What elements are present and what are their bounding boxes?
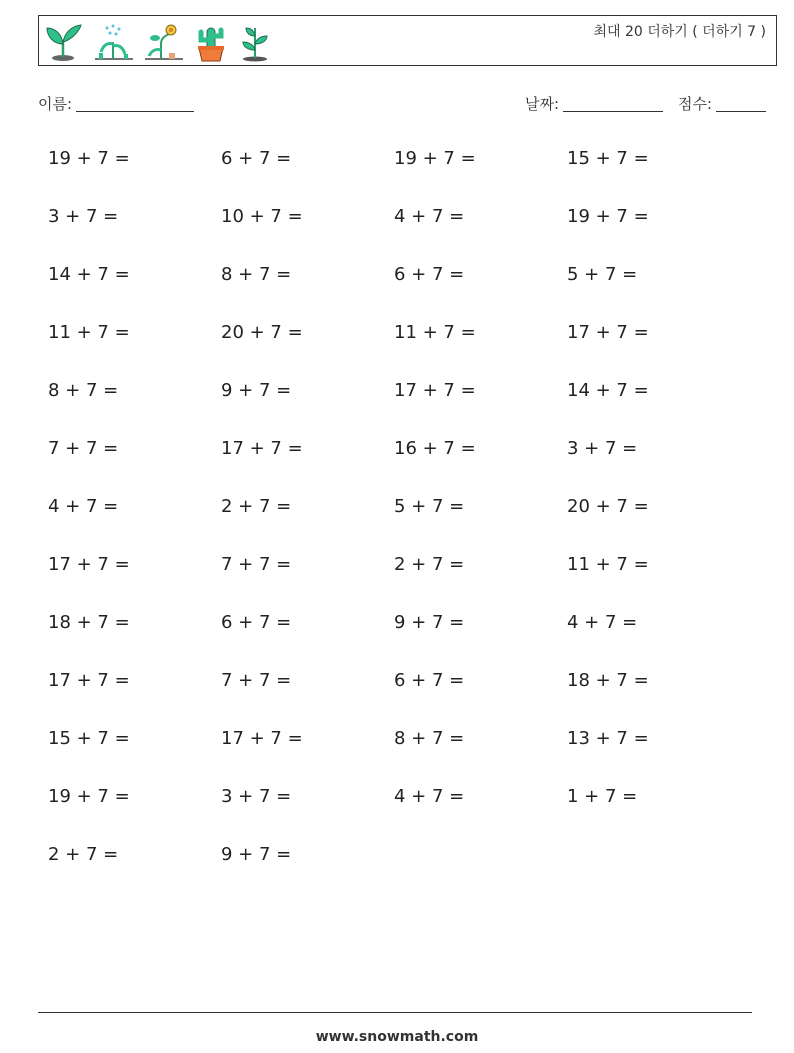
worksheet-title: 최대 20 더하기 ( 더하기 7 ) (593, 24, 766, 40)
problem-item: 11 + 7 = (567, 554, 649, 575)
problem-item: 7 + 7 = (221, 670, 292, 691)
flower-sprout-icon (143, 22, 185, 62)
date-label: 날짜: (525, 95, 560, 113)
footer-website: www.snowmath.com (315, 1029, 479, 1045)
score-blank[interactable] (716, 111, 766, 112)
footer-divider (38, 1012, 752, 1013)
problem-item: 8 + 7 = (48, 380, 119, 401)
problem-item: 10 + 7 = (221, 206, 303, 227)
header-icons (43, 22, 273, 62)
problem-item: 7 + 7 = (221, 554, 292, 575)
problem-item: 17 + 7 = (48, 554, 130, 575)
problem-item: 4 + 7 = (567, 612, 638, 633)
problem-item: 17 + 7 = (567, 322, 649, 343)
problem-item: 14 + 7 = (48, 264, 130, 285)
problem-item: 17 + 7 = (221, 728, 303, 749)
problem-item: 8 + 7 = (394, 728, 465, 749)
cactus-pot-icon (193, 22, 229, 62)
problem-item: 17 + 7 = (221, 438, 303, 459)
date-field (525, 93, 663, 114)
problem-item: 7 + 7 = (48, 438, 119, 459)
problem-item: 13 + 7 = (567, 728, 649, 749)
problem-item: 3 + 7 = (221, 786, 292, 807)
problem-item: 11 + 7 = (48, 322, 130, 343)
problem-item: 1 + 7 = (567, 786, 638, 807)
problem-item: 19 + 7 = (394, 148, 476, 169)
problem-item: 3 + 7 = (48, 206, 119, 227)
problem-item: 9 + 7 = (221, 844, 292, 865)
problem-item: 20 + 7 = (221, 322, 303, 343)
problem-item: 18 + 7 = (567, 670, 649, 691)
problem-item: 2 + 7 = (394, 554, 465, 575)
problem-item: 15 + 7 = (567, 148, 649, 169)
problem-item: 18 + 7 = (48, 612, 130, 633)
problem-item: 6 + 7 = (221, 612, 292, 633)
problem-item: 20 + 7 = (567, 496, 649, 517)
problem-item: 5 + 7 = (567, 264, 638, 285)
problem-item: 17 + 7 = (48, 670, 130, 691)
problem-item: 19 + 7 = (48, 786, 130, 807)
problem-item: 16 + 7 = (394, 438, 476, 459)
problem-item: 14 + 7 = (567, 380, 649, 401)
problem-item: 9 + 7 = (394, 612, 465, 633)
problem-item: 4 + 7 = (48, 496, 119, 517)
name-label: 이름: (38, 95, 73, 113)
plant-watering-icon (93, 22, 135, 62)
name-blank[interactable] (76, 111, 194, 112)
problem-item: 2 + 7 = (48, 844, 119, 865)
problem-item: 15 + 7 = (48, 728, 130, 749)
problem-item: 3 + 7 = (567, 438, 638, 459)
growing-plant-icon (237, 22, 273, 62)
worksheet-header (38, 15, 777, 66)
problem-item: 2 + 7 = (221, 496, 292, 517)
score-label: 점수: (678, 95, 713, 113)
problem-item: 4 + 7 = (394, 786, 465, 807)
name-field (38, 93, 194, 114)
problem-item: 8 + 7 = (221, 264, 292, 285)
problem-item: 19 + 7 = (567, 206, 649, 227)
problem-item: 11 + 7 = (394, 322, 476, 343)
score-field (678, 93, 766, 114)
problem-item: 9 + 7 = (221, 380, 292, 401)
problem-item: 4 + 7 = (394, 206, 465, 227)
problem-item: 5 + 7 = (394, 496, 465, 517)
problem-item: 6 + 7 = (394, 670, 465, 691)
problem-item: 6 + 7 = (221, 148, 292, 169)
date-blank[interactable] (563, 111, 663, 112)
problem-item: 17 + 7 = (394, 380, 476, 401)
problem-item: 19 + 7 = (48, 148, 130, 169)
seedling-icon (43, 22, 85, 62)
problem-item: 6 + 7 = (394, 264, 465, 285)
